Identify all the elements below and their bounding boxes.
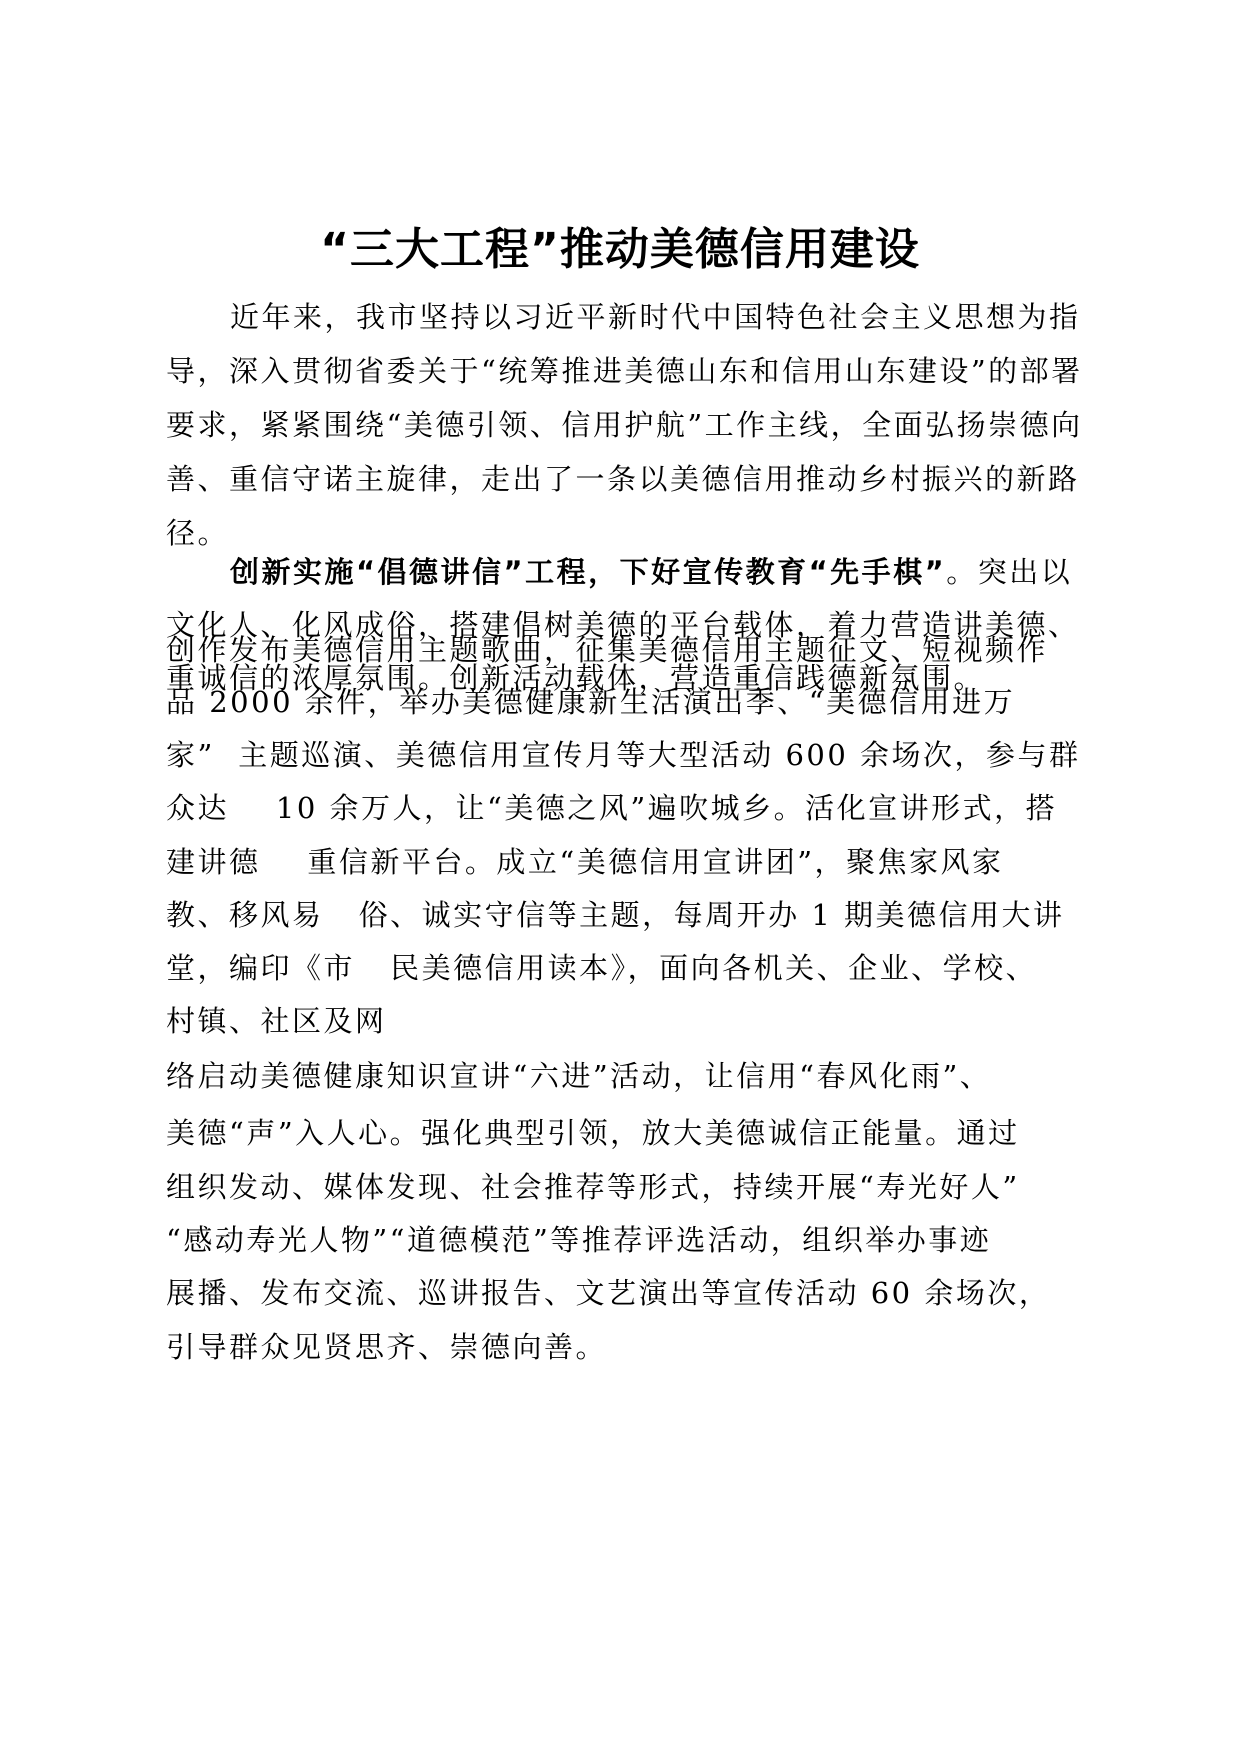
body-line: 美德“声”入人心。强化典型引领，放大美德诚信正能量。通过 xyxy=(166,1116,1020,1150)
body-line: 建讲德 重信新平台。成立“美德信用宣讲团”，聚焦家风家 xyxy=(166,845,1004,879)
intro-paragraph: 近年来，我市坚持以习近平新时代中国特色社会主义思想为指导，深入贯彻省委关于“统筹推进美德山东和信用山东建设”的部署要求，紧紧围绕“美德引领、信用护航”工作主线，全面弘扬崇德向善、重信守诺主旋律，走出了一条以美德信用推动乡村振兴的新路径。 xyxy=(166,300,1083,550)
body-line: 创作发布美德信用主题歌曲，征集美德信用主题征文、短视频作 xyxy=(166,633,1049,667)
body-line: 络启动美德健康知识宣讲“六进”活动，让信用“春风化雨”、 xyxy=(166,1059,992,1093)
body-line: 教、移风易 俗、诚实守信等主题，每周开办 1 期美德信用大讲 xyxy=(166,898,1065,932)
section-paragraph-text: 。突出以文化人、化风成俗，搭建倡树美德的平台载体，着力营造讲美德、重诚信的浓厚氛围。创新活动载体，营造重信践德新氛围。 xyxy=(166,555,1080,695)
section-heading: 创新实施“倡德讲信”工程，下好宣传教育“先手棋” xyxy=(230,555,947,589)
body-line: 众达 10 余万人，让“美德之风”遍吹城乡。活化宣讲形式，搭 xyxy=(166,791,1058,825)
body-line: 组织发动、媒体发现、社会推荐等形式，持续开展“寿光好人” xyxy=(166,1170,1020,1204)
body-line: 堂，编印《市 民美德信用读本》，面向各机关、企业、学校、 xyxy=(166,951,1038,985)
body-line: 品 2000 余件，举办美德健康新生活演出季、“美德信用进万 xyxy=(166,685,1016,719)
body-line: 家” 主题巡演、美德信用宣传月等大型活动 600 余场次，参与群 xyxy=(166,738,1081,772)
body-line: 村镇、社区及网 xyxy=(166,1004,387,1038)
document-title: “三大工程”推动美德信用建设 xyxy=(320,224,920,275)
body-line: 引导群众见贤思齐、崇德向善。 xyxy=(166,1330,608,1364)
body-line: “感动寿光人物”“道德模范”等推荐评选活动，组织举办事迹 xyxy=(166,1223,992,1257)
body-line: 展播、发布交流、巡讲报告、文艺演出等宣传活动 60 余场次， xyxy=(166,1276,1051,1310)
